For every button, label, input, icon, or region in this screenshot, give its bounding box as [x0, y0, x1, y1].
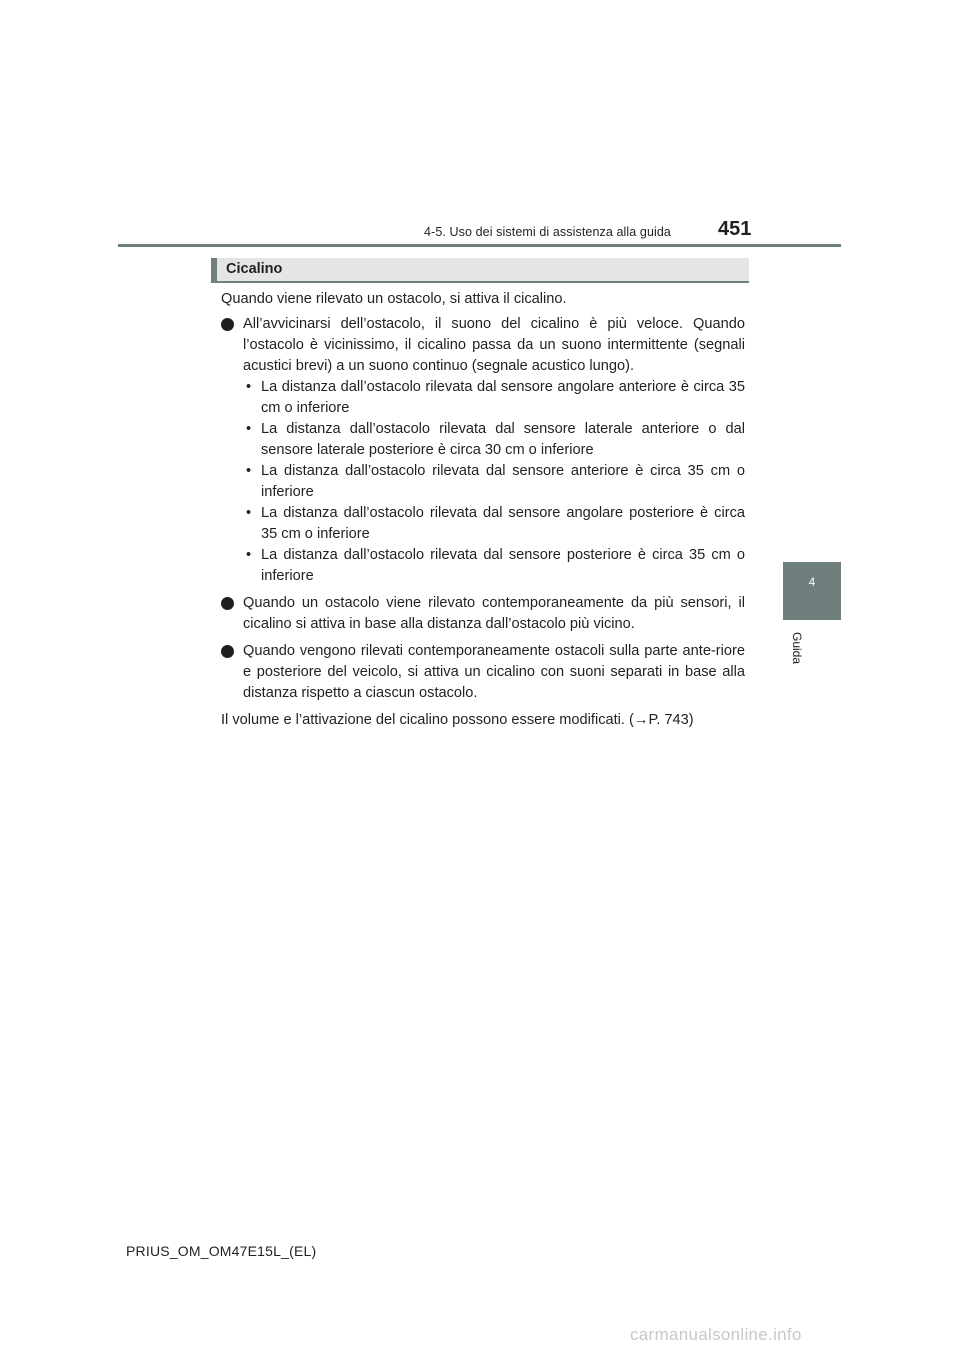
- bullet-item: [221, 314, 745, 377]
- sub-bullet-item: [221, 503, 745, 545]
- bullet-text: Quando un ostacolo viene rilevato contemporaneamente da più sensori, il cicalino si attiva in base alla distanza dall’ostacolo più vicino.: [243, 595, 745, 632]
- sub-bullet-text: La distanza dall’ostacolo rilevata dal sensore laterale anteriore o dal sensore laterale posteriore è circa 30 cm o inferiore: [261, 421, 745, 458]
- subsection-heading-underline: [211, 281, 749, 283]
- body-content: [221, 289, 745, 731]
- sub-bullet-marker: •: [246, 421, 252, 437]
- bullet-dot-icon: [221, 645, 234, 658]
- chapter-label: Guida: [790, 632, 804, 665]
- sub-bullet-text: La distanza dall’ostacolo rilevata dal sensore angolare anteriore è circa 35 cm o inferiore: [261, 379, 745, 416]
- sub-bullet-text: La distanza dall’ostacolo rilevata dal sensore angolare posteriore è circa 35 cm o inferiore: [261, 505, 745, 542]
- sub-bullet-text: La distanza dall’ostacolo rilevata dal sensore posteriore è circa 35 cm o inferiore: [261, 547, 745, 584]
- sub-bullet-text: La distanza dall’ostacolo rilevata dal sensore anteriore è circa 35 cm o inferiore: [261, 463, 745, 500]
- subsection-heading: Cicalino: [226, 261, 283, 277]
- watermark: carmanualsonline.info: [630, 1325, 802, 1344]
- sub-bullet-item: [221, 419, 745, 461]
- header-divider: [118, 244, 841, 247]
- bullet-dot-icon: [221, 597, 234, 610]
- sub-bullet-item: [221, 377, 745, 419]
- sub-bullet-item: [221, 461, 745, 503]
- intro-paragraph: Quando viene rilevato un ostacolo, si attiva il cicalino.: [221, 291, 567, 307]
- chapter-number: 4: [808, 577, 816, 589]
- subsection-heading-box: [211, 258, 749, 282]
- bullet-item: [221, 593, 745, 635]
- sub-bullet-marker: •: [246, 379, 252, 395]
- document-code: PRIUS_OM_OM47E15L_(EL): [126, 1243, 317, 1259]
- bullet-text: Quando vengono rilevati contemporaneamente ostacoli sulla parte ante-riore e posteriore del veicolo, si attiva un cicalino con suoni separati in base alla distanza rispetto a ciascun ostacolo.: [243, 643, 745, 701]
- chapter-tab: [783, 562, 841, 620]
- sub-bullet-item: [221, 545, 745, 587]
- bullet-text: All’avvicinarsi dell’ostacolo, il suono del cicalino è più veloce. Quando l’ostacolo è vicinissimo, il cicalino passa da un suono intermittente (segnali acustici brevi) a un suono continuo (segnale acustico lungo).: [243, 316, 745, 374]
- sub-bullet-marker: •: [246, 505, 252, 521]
- closing-paragraph: Il volume e l’attivazione del cicalino possono essere modificati. (→P. 743): [221, 712, 694, 728]
- sub-bullet-marker: •: [246, 547, 252, 563]
- bullet-item: [221, 641, 745, 704]
- sub-bullet-list: [221, 377, 745, 587]
- section-title: 4-5. Uso dei sistemi di assistenza alla guida: [424, 225, 671, 239]
- sub-bullet-marker: •: [246, 463, 252, 479]
- page-number: 451: [718, 218, 752, 240]
- bullet-dot-icon: [221, 318, 234, 331]
